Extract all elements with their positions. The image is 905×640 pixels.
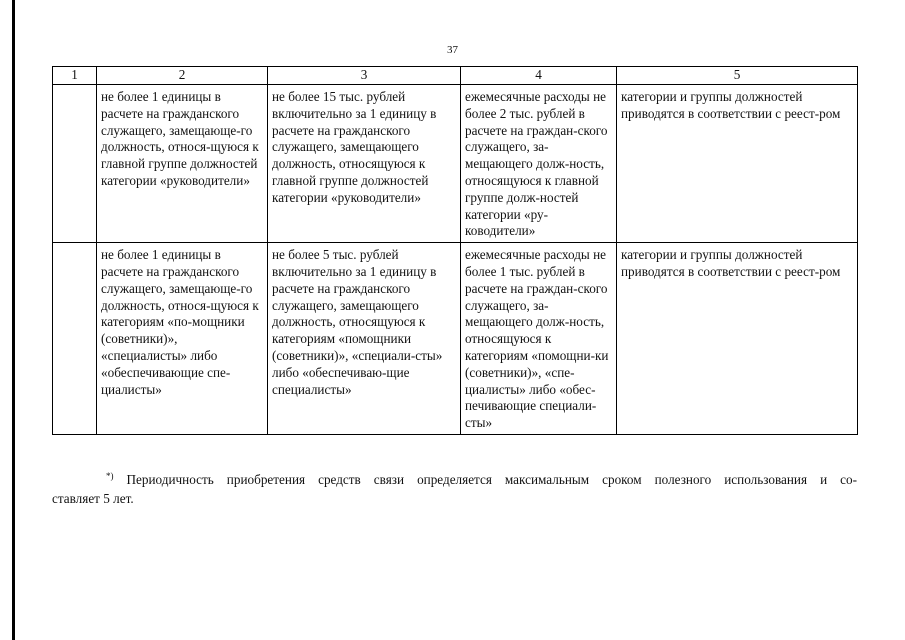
- footnote-line-2: ставляет 5 лет.: [52, 491, 134, 506]
- table-cell: не более 1 единицы в расчете на гражданского служащего, замещающе-го должность, относя-щуюся к категориям «по-мощники (советники)», «специалисты» либо «обеспечивающие спе-циалисты»: [97, 243, 268, 435]
- table-header-row: [53, 67, 858, 85]
- column-header: 1: [53, 67, 97, 85]
- table-row: [53, 243, 858, 435]
- table-row: [53, 85, 858, 243]
- footnote-text-1: Периодичность приобретения средств связи определяется максимальным сроком полезного использования и со-: [126, 472, 857, 487]
- table-cell: не более 5 тыс. рублей включительно за 1 единицу в расчете на гражданского служащего, замещающего должность, относящуюся к категориям «помощники (советники)», «специали-сты» либо «обеспечиваю-щие специалисты»: [268, 243, 461, 435]
- footnote-marker: *): [106, 471, 114, 481]
- column-header: 4: [461, 67, 617, 85]
- column-header: 5: [617, 67, 858, 85]
- table-cell: [53, 85, 97, 243]
- column-header: 2: [97, 67, 268, 85]
- table-cell: не более 1 единицы в расчете на гражданского служащего, замещающе-го должность, относя-щуюся к главной группе должностей категории «руководители»: [97, 85, 268, 243]
- table-cell: ежемесячные расходы не более 2 тыс. рублей в расчете на граждан-ского служащего, за-мещающего долж-ность, относящуюся к главной группе долж-ностей категории «ру-ководители»: [461, 85, 617, 243]
- document-table: [52, 66, 858, 435]
- footnote-line-1: [52, 467, 857, 489]
- table-cell: категории и группы должностей приводятся в соответствии с реест-ром: [617, 243, 858, 435]
- column-header: 3: [268, 67, 461, 85]
- table-cell: не более 15 тыс. рублей включительно за 1 единицу в расчете на гражданского служащего, замещающего должность, относящуюся к главной группе должностей категории «руководители»: [268, 85, 461, 243]
- page-number: 37: [447, 44, 458, 56]
- footnote: [52, 467, 857, 508]
- table-cell: ежемесячные расходы не более 1 тыс. рублей в расчете на граждан-ского служащего, за-мещающего долж-ность, относящуюся к категориям «помощни-ки (советники)», «спе-циалисты» либо «обес-печивающие специали-сты»: [461, 243, 617, 435]
- page-left-edge: [12, 0, 15, 640]
- table-cell: категории и группы должностей приводятся в соответствии с реест-ром: [617, 85, 858, 243]
- table-cell: [53, 243, 97, 435]
